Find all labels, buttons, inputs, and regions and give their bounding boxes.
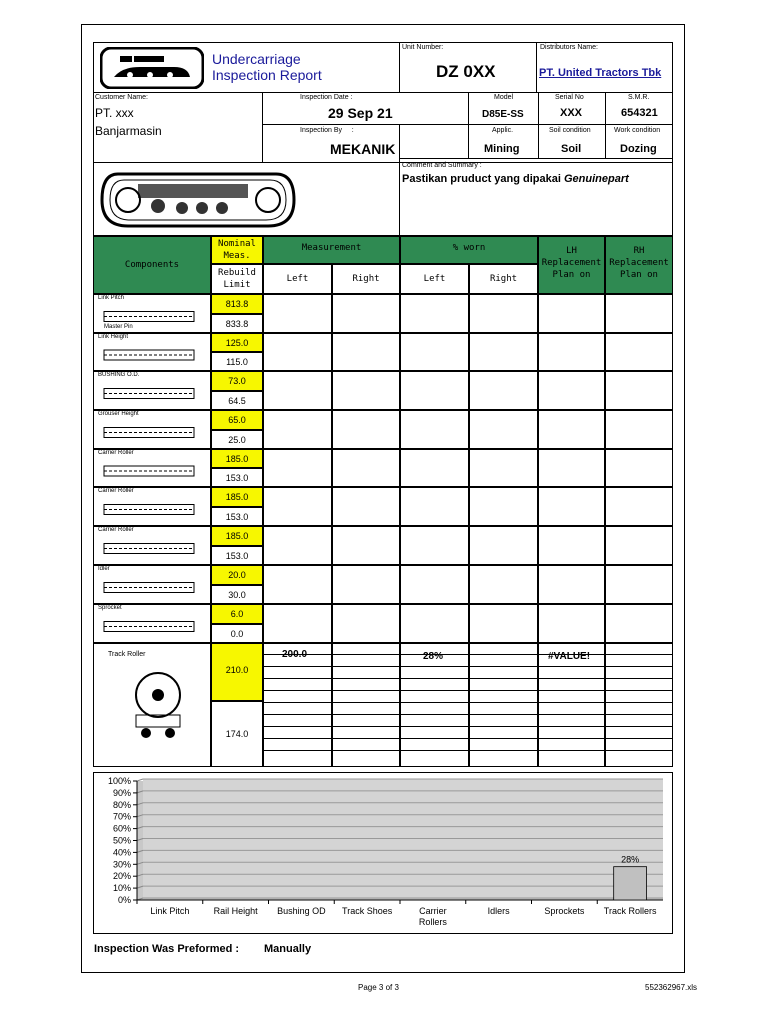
track-roller-entry-cell[interactable]: [605, 727, 673, 739]
chart-xtick-label: Bushing OD: [277, 906, 326, 916]
chart-ytick-label: 20%: [112, 871, 131, 882]
distributor-link[interactable]: PT. United Tractors Tbk: [539, 67, 662, 79]
rebuild-value: 153.0: [225, 472, 249, 483]
rebuild-value: 0.0: [230, 628, 244, 639]
component-diagram-icon: [102, 496, 197, 523]
chart-ytick-label: 50%: [112, 835, 131, 846]
entry-cell[interactable]: [538, 604, 605, 643]
page-number: Page 3 of 3: [358, 983, 399, 992]
customer-label: Customer Name:: [95, 94, 148, 101]
track-roller-entry-cell[interactable]: [469, 655, 538, 667]
applic-value: Mining: [484, 143, 520, 155]
worn-header: % worn: [452, 243, 486, 253]
chart-ytick-label: 90%: [112, 787, 131, 798]
entry-cell[interactable]: [605, 604, 673, 643]
track-roller-name: Track Roller: [108, 651, 146, 658]
model-label: Model: [494, 94, 514, 101]
entry-cell[interactable]: [263, 487, 332, 526]
rh-plan-header: RH Replacement Plan on: [609, 246, 669, 280]
soil-label: Soil condition: [549, 127, 591, 134]
inspection-date-label: Inspection Date :: [300, 94, 353, 101]
rebuild-header: Rebuild Limit: [218, 268, 256, 290]
customer-city: Banjarmasin: [95, 124, 162, 138]
entry-cell[interactable]: [332, 333, 400, 371]
report-title-line1: Undercarriage: [212, 51, 301, 67]
track-roller-entry-cell[interactable]: [469, 643, 538, 655]
nominal-value: 20.0: [228, 570, 246, 580]
component-name: Link Pitch: [98, 295, 125, 301]
work-value: Dozing: [620, 143, 657, 155]
performed-label: Inspection Was Preformed :: [94, 943, 240, 955]
component-name: Idler: [98, 566, 110, 572]
track-roller-entry-cell[interactable]: [400, 667, 469, 679]
nominal-value: 73.0: [228, 376, 246, 386]
track-roller-measure-left: 200.0: [282, 649, 308, 660]
entry-cell[interactable]: [400, 449, 469, 487]
entry-cell[interactable]: [263, 526, 332, 565]
entry-cell[interactable]: [332, 565, 400, 604]
chart-xtick-label: Track Shoes: [342, 906, 393, 916]
chart-bar: [614, 867, 647, 900]
entry-cell[interactable]: [332, 487, 400, 526]
rebuild-value: 833.8: [225, 318, 249, 329]
entry-cell[interactable]: [400, 604, 469, 643]
entry-cell[interactable]: [538, 449, 605, 487]
track-roller-entry-cell[interactable]: [263, 715, 332, 727]
file-name: 552362967.xls: [645, 983, 698, 992]
track-roller-entry-cell[interactable]: [605, 739, 673, 751]
entry-cell[interactable]: [263, 371, 332, 410]
entry-cell[interactable]: [400, 294, 469, 333]
chart-ytick-label: 40%: [112, 847, 131, 858]
component-name: Grouser Height: [98, 411, 139, 417]
track-roller-lh-plan: #VALUE!: [548, 651, 591, 662]
track-roller-entry-cell[interactable]: [332, 679, 400, 691]
serial-value: XXX: [560, 107, 583, 119]
nominal-value: 125.0: [225, 337, 249, 348]
chart-ytick-label: 0%: [117, 895, 131, 905]
nominal-value: 185.0: [225, 531, 249, 541]
component-diagram-icon: [102, 419, 197, 446]
components-header: Components: [124, 260, 180, 270]
entry-cell[interactable]: [263, 410, 332, 449]
track-roller-entry-cell[interactable]: [538, 751, 605, 767]
entry-cell[interactable]: [538, 526, 605, 565]
entry-cell[interactable]: [469, 449, 538, 487]
entry-cell[interactable]: [263, 333, 332, 371]
component-diagram-icon: [102, 342, 197, 368]
lh-plan-header: LH Replacement Plan on: [541, 246, 602, 280]
nominal-value: 185.0: [225, 492, 249, 502]
track-roller-entry-cell[interactable]: [469, 751, 538, 767]
track-roller-entry-cell[interactable]: [400, 739, 469, 751]
track-roller-entry-cell[interactable]: [400, 691, 469, 703]
track-roller-entry-cell[interactable]: [469, 739, 538, 751]
component-name: Carrier Roller: [98, 488, 134, 494]
entry-cell[interactable]: [263, 565, 332, 604]
customer-name: PT. xxx: [95, 106, 134, 120]
entry-cell[interactable]: [332, 371, 400, 410]
track-roller-entry-cell[interactable]: [332, 667, 400, 679]
component-name: Carrier Roller: [98, 527, 134, 533]
track-roller-entry-cell[interactable]: [400, 751, 469, 767]
rebuild-value: 30.0: [228, 589, 246, 600]
chart-xtick-label: Rollers: [418, 917, 447, 927]
chart-ytick-label: 30%: [112, 859, 131, 870]
entry-cell[interactable]: [400, 487, 469, 526]
track-roller-diagram-icon: [118, 665, 198, 745]
measurement-header: Measurement: [301, 243, 362, 253]
company-logo: [100, 47, 204, 89]
component-name: Sprocket: [98, 605, 122, 611]
entry-cell[interactable]: [400, 371, 469, 410]
entry-cell[interactable]: [538, 294, 605, 333]
measure-right-header: Right: [352, 274, 380, 284]
chart-xtick-label: Rail Height: [213, 906, 258, 916]
chart-gridline-diag: [137, 779, 143, 781]
entry-cell[interactable]: [400, 565, 469, 604]
rebuild-value: 64.5: [228, 395, 246, 406]
entry-cell[interactable]: [332, 410, 400, 449]
track-roller-entry-cell[interactable]: [469, 703, 538, 715]
entry-cell[interactable]: [469, 410, 538, 449]
inspection-date: 29 Sep 21: [328, 105, 393, 121]
track-roller-entry-cell[interactable]: [538, 727, 605, 739]
track-roller-entry-cell[interactable]: [263, 691, 332, 703]
distributor-label: Distributors Name:: [540, 44, 598, 51]
serial-label: Serial No: [555, 94, 584, 101]
entry-cell[interactable]: [605, 371, 673, 410]
chart-ytick-label: 80%: [112, 799, 131, 810]
soil-value: Soil: [561, 143, 582, 155]
entry-cell[interactable]: [332, 604, 400, 643]
entry-cell[interactable]: [400, 410, 469, 449]
track-roller-entry-cell[interactable]: [400, 703, 469, 715]
track-roller-entry-cell[interactable]: [538, 715, 605, 727]
entry-cell[interactable]: [400, 526, 469, 565]
track-roller-entry-cell[interactable]: [605, 667, 673, 679]
performed-value: Manually: [264, 943, 312, 955]
applic-label: Applic.: [492, 127, 514, 134]
smr-value: 654321: [621, 107, 658, 119]
chart-xtick-label: Link Pitch: [150, 906, 190, 916]
track-roller-entry-cell[interactable]: [469, 667, 538, 679]
component-diagram-icon: [102, 574, 197, 601]
smr-label: S.M.R.: [628, 94, 650, 101]
entry-cell[interactable]: [469, 565, 538, 604]
report-title-line2: Inspection Report: [212, 67, 322, 83]
track-roller-entry-cell[interactable]: [332, 691, 400, 703]
track-roller-entry-cell[interactable]: [332, 727, 400, 739]
track-roller-entry-cell[interactable]: [605, 643, 673, 655]
track-roller-entry-cell[interactable]: [538, 739, 605, 751]
nominal-value: 6.0: [230, 609, 244, 619]
entry-cell[interactable]: [469, 604, 538, 643]
track-roller-entry-cell[interactable]: [263, 703, 332, 715]
entry-cell[interactable]: [605, 487, 673, 526]
entry-cell[interactable]: [263, 604, 332, 643]
track-roller-entry-cell[interactable]: [605, 679, 673, 691]
entry-cell[interactable]: [469, 333, 538, 371]
entry-cell[interactable]: [469, 526, 538, 565]
inspection-by: MEKANIK: [330, 141, 396, 157]
unit-number: DZ 0XX: [436, 62, 496, 81]
measure-left-header: Left: [286, 274, 309, 284]
entry-cell[interactable]: [605, 526, 673, 565]
track-roller-entry-cell[interactable]: [332, 751, 400, 767]
nominal-header: Nominal Meas.: [218, 239, 256, 261]
track-roller-nominal: 210.0: [225, 665, 249, 675]
entry-cell[interactable]: [538, 410, 605, 449]
track-roller-entry-cell[interactable]: [469, 679, 538, 691]
component-name: Link Height: [98, 334, 129, 340]
rebuild-value: 115.0: [226, 356, 248, 367]
chart-xtick-label: Sprockets: [544, 906, 585, 916]
comment-label: Comment and Summary :: [402, 162, 482, 169]
wear-chart: [93, 772, 673, 934]
component-diagram-icon: [102, 613, 197, 640]
track-roller-entry-cell[interactable]: [332, 655, 400, 667]
entry-cell[interactable]: [263, 294, 332, 333]
track-roller-entry-cell[interactable]: [538, 679, 605, 691]
entry-cell[interactable]: [605, 565, 673, 604]
track-roller-entry-cell[interactable]: [605, 715, 673, 727]
rebuild-value: 25.0: [228, 434, 246, 445]
chart-ytick-label: 10%: [112, 883, 131, 894]
entry-cell[interactable]: [469, 294, 538, 333]
entry-cell[interactable]: [538, 371, 605, 410]
entry-cell[interactable]: [400, 333, 469, 371]
rebuild-value: 153.0: [225, 550, 249, 561]
chart-ytick-label: 100%: [107, 776, 131, 786]
track-roller-entry-cell[interactable]: [469, 727, 538, 739]
track-roller-entry-cell[interactable]: [538, 691, 605, 703]
track-roller-entry-cell[interactable]: [538, 703, 605, 715]
track-roller-entry-cell[interactable]: [400, 727, 469, 739]
entry-cell[interactable]: [605, 410, 673, 449]
entry-cell[interactable]: [469, 371, 538, 410]
rebuild-value: 153.0: [225, 511, 249, 522]
chart-data-label: 28%: [621, 854, 640, 865]
track-roller-entry-cell[interactable]: [469, 691, 538, 703]
track-roller-entry-cell[interactable]: [263, 727, 332, 739]
component-name: Carrier Roller: [98, 450, 134, 456]
model-value: D85E-SS: [482, 109, 524, 120]
entry-cell[interactable]: [538, 333, 605, 371]
worn-left-header: Left: [423, 274, 446, 284]
track-roller-rebuild: 174.0: [225, 729, 249, 739]
track-roller-entry-cell[interactable]: [263, 751, 332, 767]
chart-ytick-label: 60%: [112, 823, 131, 834]
nominal-value: 65.0: [228, 415, 246, 425]
nominal-value: 813.8: [225, 299, 249, 309]
track-roller-entry-cell[interactable]: [332, 715, 400, 727]
component-subname: Master Pin: [104, 324, 133, 330]
entry-cell[interactable]: [538, 487, 605, 526]
entry-cell[interactable]: [605, 294, 673, 333]
track-roller-entry-cell[interactable]: [605, 703, 673, 715]
entry-cell[interactable]: [332, 449, 400, 487]
track-diagram-image: [98, 166, 298, 232]
entry-cell[interactable]: [469, 487, 538, 526]
component-diagram-icon: [102, 458, 197, 484]
work-label: Work condition: [614, 127, 661, 134]
track-roller-entry-cell[interactable]: [332, 643, 400, 655]
entry-cell[interactable]: [538, 565, 605, 604]
track-roller-entry-cell[interactable]: [263, 739, 332, 751]
track-roller-entry-cell[interactable]: [332, 703, 400, 715]
track-roller-entry-cell[interactable]: [332, 739, 400, 751]
entry-cell[interactable]: [332, 526, 400, 565]
chart-xtick-label: Carrier: [419, 906, 447, 916]
worn-right-header: Right: [489, 274, 518, 284]
track-roller-entry-cell[interactable]: [400, 715, 469, 727]
track-roller-entry-cell[interactable]: [400, 679, 469, 691]
chart-xtick-label: Track Rollers: [603, 906, 657, 916]
track-roller-worn-left: 28%: [423, 651, 444, 662]
track-roller-entry-cell[interactable]: [605, 691, 673, 703]
chart-ytick-label: 70%: [112, 811, 131, 822]
unit-number-label: Unit Number:: [402, 44, 444, 51]
entry-cell[interactable]: [605, 449, 673, 487]
entry-cell[interactable]: [605, 333, 673, 371]
track-roller-entry-cell[interactable]: [263, 679, 332, 691]
component-diagram-icon: [102, 380, 197, 407]
track-roller-entry-cell[interactable]: [605, 751, 673, 767]
component-diagram-icon: [102, 535, 197, 562]
entry-cell[interactable]: [263, 449, 332, 487]
entry-cell[interactable]: [332, 294, 400, 333]
track-roller-entry-cell[interactable]: [263, 667, 332, 679]
track-roller-entry-cell[interactable]: [469, 715, 538, 727]
component-name: BUSHING O.D.: [98, 372, 140, 378]
comment-text: Pastikan pruduct yang dipakai Genuinepart: [402, 173, 629, 185]
chart-xtick-label: Idlers: [487, 906, 510, 916]
nominal-value: 185.0: [225, 453, 249, 464]
track-roller-entry-cell[interactable]: [538, 667, 605, 679]
inspection-by-label: Inspection By :: [300, 127, 354, 134]
track-roller-entry-cell[interactable]: [605, 655, 673, 667]
